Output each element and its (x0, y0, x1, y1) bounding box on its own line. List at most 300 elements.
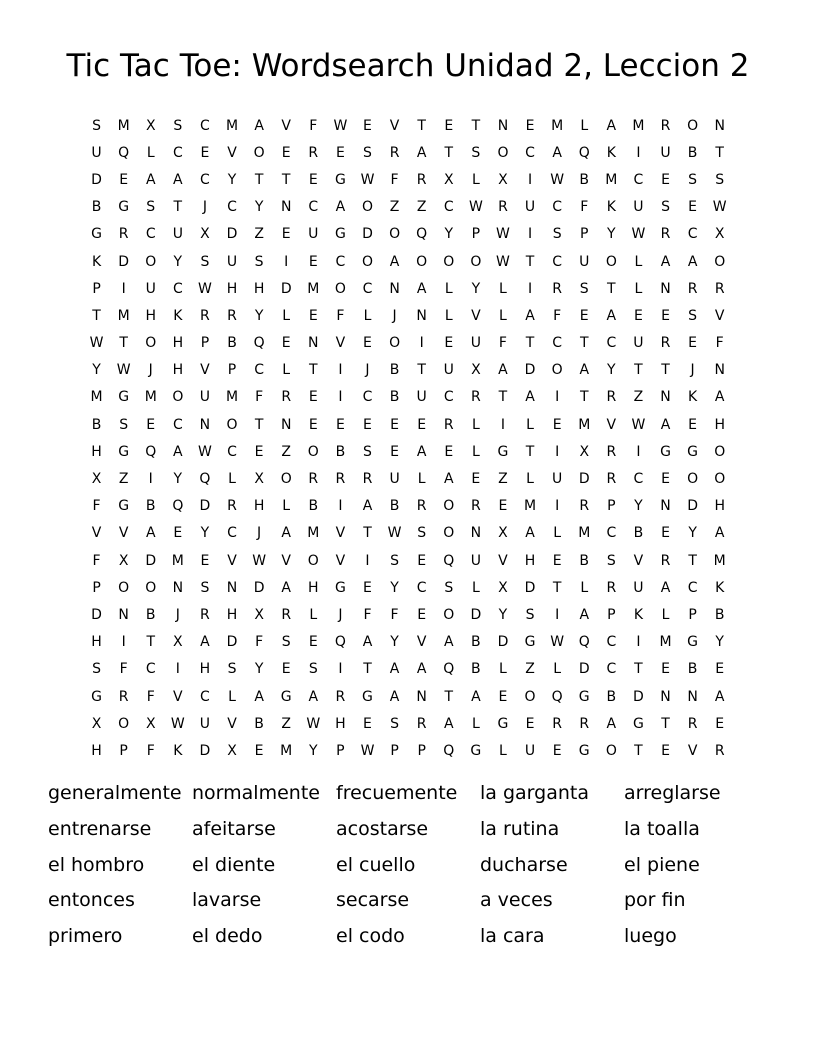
grid-cell[interactable]: E (308, 634, 318, 651)
grid-cell[interactable]: A (416, 443, 427, 460)
grid-cell[interactable]: J (148, 362, 153, 379)
grid-cell[interactable]: G (91, 226, 102, 243)
grid-cell[interactable]: Y (200, 525, 210, 542)
grid-cell[interactable]: C (552, 199, 563, 216)
grid-cell[interactable]: M (307, 280, 320, 297)
grid-cell[interactable]: E (200, 552, 210, 569)
grid-cell[interactable]: A (362, 634, 373, 651)
grid-cell[interactable]: O (253, 144, 265, 161)
grid-cell[interactable]: A (443, 471, 454, 488)
grid-cell[interactable]: Q (199, 471, 211, 488)
grid-cell[interactable]: N (199, 416, 211, 433)
grid-cell[interactable]: T (579, 335, 589, 352)
grid-cell[interactable]: X (254, 471, 264, 488)
grid-cell[interactable]: N (308, 335, 319, 352)
grid-cell[interactable]: V (498, 552, 508, 569)
grid-cell[interactable]: G (280, 688, 292, 705)
grid-cell[interactable]: F (146, 688, 155, 705)
grid-cell[interactable]: O (172, 389, 184, 406)
grid-cell[interactable]: J (175, 606, 180, 623)
grid-cell[interactable]: K (606, 144, 616, 161)
grid-cell[interactable]: I (555, 389, 560, 406)
grid-cell[interactable]: F (336, 307, 345, 324)
grid-cell[interactable]: W (631, 416, 646, 433)
grid-cell[interactable]: Q (551, 688, 563, 705)
grid-cell[interactable]: Q (578, 144, 590, 161)
grid-cell[interactable]: L (553, 525, 562, 542)
grid-cell[interactable]: R (606, 471, 617, 488)
grid-cell[interactable]: Y (607, 362, 616, 379)
grid-cell[interactable]: N (714, 362, 725, 379)
grid-cell[interactable]: Z (281, 443, 291, 460)
grid-cell[interactable]: Z (416, 199, 427, 216)
grid-cell[interactable]: D (578, 471, 590, 488)
grid-cell[interactable]: U (660, 144, 671, 161)
grid-cell[interactable]: M (578, 416, 591, 433)
grid-cell[interactable]: L (499, 742, 507, 759)
grid-cell[interactable]: U (308, 226, 319, 243)
grid-cell[interactable]: T (254, 171, 264, 188)
grid-cell[interactable]: M (90, 389, 103, 406)
grid-cell[interactable]: E (444, 117, 454, 134)
grid-cell[interactable]: G (497, 715, 509, 732)
grid-cell[interactable]: A (471, 688, 481, 705)
grid-cell[interactable]: T (634, 742, 643, 759)
grid-cell[interactable]: A (525, 525, 535, 542)
grid-cell[interactable]: O (226, 416, 238, 433)
grid-cell[interactable]: O (145, 579, 157, 596)
grid-cell[interactable]: R (335, 688, 346, 705)
grid-cell[interactable]: S (525, 606, 535, 623)
grid-cell[interactable]: G (687, 443, 699, 460)
grid-cell[interactable]: W (252, 552, 267, 569)
grid-cell[interactable]: O (280, 471, 292, 488)
grid-cell[interactable]: Z (498, 471, 508, 488)
grid-cell[interactable]: R (118, 226, 129, 243)
grid-cell[interactable]: R (470, 498, 481, 515)
grid-cell[interactable]: O (470, 253, 482, 270)
grid-cell[interactable]: I (284, 253, 289, 270)
grid-cell[interactable]: X (145, 715, 156, 732)
grid-cell[interactable]: B (714, 606, 725, 623)
grid-cell[interactable]: O (389, 335, 401, 352)
grid-cell[interactable]: R (200, 307, 210, 324)
grid-cell[interactable]: P (227, 362, 237, 379)
grid-cell[interactable]: J (365, 362, 370, 379)
grid-cell[interactable]: H (172, 362, 184, 379)
grid-cell[interactable]: X (227, 742, 237, 759)
grid-cell[interactable]: L (580, 579, 589, 596)
grid-cell[interactable]: P (119, 742, 128, 759)
grid-cell[interactable]: T (661, 715, 670, 732)
grid-cell[interactable]: F (255, 634, 264, 651)
grid-cell[interactable]: G (118, 498, 130, 515)
grid-cell[interactable]: B (579, 171, 590, 188)
grid-cell[interactable]: W (89, 335, 104, 352)
grid-cell[interactable]: U (552, 471, 563, 488)
grid-cell[interactable]: J (690, 362, 695, 379)
grid-cell[interactable]: D (524, 362, 536, 379)
grid-cell[interactable]: C (227, 199, 237, 216)
grid-cell[interactable]: R (443, 416, 454, 433)
grid-cell[interactable]: O (118, 579, 130, 596)
grid-cell[interactable]: E (552, 552, 562, 569)
grid-cell[interactable]: U (524, 742, 536, 759)
grid-cell[interactable]: C (633, 171, 644, 188)
grid-cell[interactable]: L (471, 443, 480, 460)
grid-cell[interactable]: O (307, 552, 319, 569)
grid-cell[interactable]: R (281, 606, 292, 623)
grid-cell[interactable]: K (715, 579, 725, 596)
grid-cell[interactable]: R (687, 280, 698, 297)
grid-cell[interactable]: E (417, 552, 427, 569)
grid-cell[interactable]: H (91, 443, 102, 460)
grid-cell[interactable]: C (200, 171, 210, 188)
grid-cell[interactable]: A (416, 661, 427, 678)
grid-cell[interactable]: O (605, 742, 617, 759)
grid-cell[interactable]: T (309, 362, 318, 379)
grid-cell[interactable]: B (254, 715, 264, 732)
grid-cell[interactable]: A (416, 144, 427, 161)
grid-cell[interactable]: R (118, 688, 129, 705)
grid-cell[interactable]: Y (173, 471, 183, 488)
grid-cell[interactable]: E (579, 307, 589, 324)
grid-cell[interactable]: G (334, 226, 346, 243)
grid-cell[interactable]: E (146, 416, 156, 433)
grid-cell[interactable]: Y (471, 280, 481, 297)
grid-cell[interactable]: Y (254, 661, 264, 678)
grid-cell[interactable]: E (661, 307, 670, 324)
grid-cell[interactable]: R (660, 226, 671, 243)
grid-cell[interactable]: E (390, 443, 399, 460)
grid-cell[interactable]: F (498, 335, 507, 352)
grid-cell[interactable]: L (471, 715, 480, 732)
grid-cell[interactable]: T (579, 389, 589, 406)
grid-cell[interactable]: A (606, 307, 617, 324)
grid-cell[interactable]: C (200, 117, 210, 134)
grid-cell[interactable]: C (606, 634, 617, 651)
grid-cell[interactable]: U (416, 389, 427, 406)
grid-cell[interactable]: E (661, 471, 670, 488)
grid-cell[interactable]: C (362, 389, 373, 406)
grid-cell[interactable]: A (200, 634, 210, 651)
grid-cell[interactable]: S (471, 144, 481, 161)
grid-cell[interactable]: O (714, 443, 726, 460)
grid-cell[interactable]: S (308, 661, 318, 678)
grid-cell[interactable]: S (146, 199, 156, 216)
grid-cell[interactable]: T (444, 688, 454, 705)
grid-cell[interactable]: I (148, 471, 153, 488)
grid-cell[interactable]: S (227, 661, 237, 678)
grid-cell[interactable]: L (499, 661, 507, 678)
grid-cell[interactable]: L (282, 307, 291, 324)
grid-cell[interactable]: X (714, 226, 725, 243)
grid-cell[interactable]: G (334, 171, 346, 188)
grid-cell[interactable]: M (117, 307, 130, 324)
grid-cell[interactable]: E (335, 144, 345, 161)
grid-cell[interactable]: E (661, 661, 670, 678)
grid-cell[interactable]: N (280, 199, 292, 216)
grid-cell[interactable]: Y (390, 579, 399, 596)
grid-cell[interactable]: V (227, 715, 237, 732)
grid-cell[interactable]: A (389, 253, 400, 270)
grid-cell[interactable]: D (226, 226, 238, 243)
grid-cell[interactable]: U (226, 253, 238, 270)
grid-cell[interactable]: E (363, 335, 372, 352)
grid-cell[interactable]: Z (118, 471, 129, 488)
grid-cell[interactable]: T (607, 280, 616, 297)
grid-cell[interactable]: N (470, 525, 482, 542)
grid-cell[interactable]: X (145, 117, 156, 134)
grid-cell[interactable]: R (308, 144, 319, 161)
grid-cell[interactable]: M (117, 117, 130, 134)
grid-cell[interactable]: D (253, 579, 265, 596)
grid-cell[interactable]: C (687, 579, 698, 596)
grid-cell[interactable]: C (443, 199, 454, 216)
grid-cell[interactable]: I (338, 661, 343, 678)
grid-cell[interactable]: D (578, 661, 590, 678)
grid-cell[interactable]: C (145, 226, 156, 243)
grid-cell[interactable]: T (417, 362, 426, 379)
grid-cell[interactable]: H (524, 552, 536, 569)
grid-cell[interactable]: D (362, 226, 373, 243)
grid-cell[interactable]: T (661, 362, 670, 379)
grid-cell[interactable]: I (500, 416, 506, 433)
grid-cell[interactable]: A (254, 117, 264, 134)
grid-cell[interactable]: H (145, 307, 156, 324)
grid-cell[interactable]: C (172, 144, 183, 161)
grid-cell[interactable]: S (606, 552, 616, 569)
grid-cell[interactable]: E (661, 742, 670, 759)
grid-cell[interactable]: B (471, 661, 481, 678)
grid-cell[interactable]: F (580, 199, 589, 216)
grid-cell[interactable]: E (498, 498, 508, 515)
grid-cell[interactable]: H (253, 280, 265, 297)
grid-cell[interactable]: I (636, 443, 641, 460)
grid-cell[interactable]: A (145, 171, 156, 188)
grid-cell[interactable]: A (389, 688, 400, 705)
grid-cell[interactable]: P (417, 742, 426, 759)
grid-cell[interactable]: A (498, 362, 508, 379)
grid-cell[interactable]: E (444, 443, 454, 460)
grid-cell[interactable]: Q (443, 661, 455, 678)
grid-cell[interactable]: O (334, 280, 346, 297)
grid-cell[interactable]: S (390, 715, 400, 732)
grid-cell[interactable]: S (390, 552, 400, 569)
grid-cell[interactable]: E (661, 171, 670, 188)
grid-cell[interactable]: V (714, 307, 725, 324)
grid-cell[interactable]: M (713, 552, 726, 569)
grid-cell[interactable]: V (335, 552, 346, 569)
grid-cell[interactable]: C (633, 471, 644, 488)
grid-cell[interactable]: V (173, 688, 183, 705)
grid-cell[interactable]: A (660, 579, 671, 596)
grid-cell[interactable]: C (227, 525, 237, 542)
grid-cell[interactable]: V (416, 634, 427, 651)
grid-cell[interactable]: E (417, 606, 427, 623)
grid-cell[interactable]: T (552, 579, 562, 596)
grid-cell[interactable]: F (309, 117, 318, 134)
grid-cell[interactable]: U (633, 579, 644, 596)
grid-cell[interactable]: F (553, 307, 562, 324)
grid-cell[interactable]: N (416, 688, 427, 705)
grid-cell[interactable]: E (390, 416, 399, 433)
grid-cell[interactable]: B (91, 416, 102, 433)
grid-cell[interactable]: C (552, 253, 563, 270)
grid-cell[interactable]: R (416, 171, 427, 188)
grid-cell[interactable]: P (607, 498, 616, 515)
grid-cell[interactable]: N (416, 307, 427, 324)
grid-cell[interactable]: E (281, 335, 291, 352)
grid-cell[interactable]: M (605, 171, 618, 188)
grid-cell[interactable]: Y (309, 742, 318, 759)
grid-cell[interactable]: Q (118, 144, 130, 161)
grid-cell[interactable]: E (688, 335, 698, 352)
grid-cell[interactable]: R (227, 307, 237, 324)
grid-cell[interactable]: C (362, 280, 373, 297)
grid-cell[interactable]: T (634, 362, 643, 379)
grid-cell[interactable]: Y (607, 226, 616, 243)
grid-cell[interactable]: C (525, 144, 535, 161)
grid-cell[interactable]: D (470, 606, 482, 623)
grid-cell[interactable]: H (91, 634, 102, 651)
grid-cell[interactable]: E (363, 715, 372, 732)
grid-cell[interactable]: Z (633, 389, 644, 406)
grid-cell[interactable]: W (496, 253, 510, 270)
grid-cell[interactable]: N (687, 688, 698, 705)
grid-cell[interactable]: N (389, 280, 400, 297)
grid-cell[interactable]: K (633, 606, 644, 623)
grid-cell[interactable]: Q (416, 226, 428, 243)
grid-cell[interactable]: N (714, 117, 725, 134)
grid-cell[interactable]: C (172, 280, 183, 297)
grid-cell[interactable]: X (254, 606, 264, 623)
grid-cell[interactable]: T (498, 389, 508, 406)
grid-cell[interactable]: K (91, 253, 102, 270)
grid-cell[interactable]: M (524, 498, 537, 515)
grid-cell[interactable]: R (687, 715, 698, 732)
grid-cell[interactable]: L (553, 661, 562, 678)
grid-cell[interactable]: P (92, 280, 101, 297)
grid-cell[interactable]: E (498, 688, 508, 705)
grid-cell[interactable]: K (688, 389, 698, 406)
grid-cell[interactable]: O (443, 253, 455, 270)
grid-cell[interactable]: A (606, 715, 617, 732)
grid-cell[interactable]: K (606, 199, 616, 216)
grid-cell[interactable]: D (633, 688, 644, 705)
grid-cell[interactable]: F (390, 171, 399, 188)
grid-cell[interactable]: R (660, 117, 671, 134)
grid-cell[interactable]: C (172, 416, 183, 433)
grid-cell[interactable]: Q (145, 443, 157, 460)
grid-cell[interactable]: L (634, 280, 643, 297)
grid-cell[interactable]: N (660, 389, 671, 406)
grid-cell[interactable]: V (118, 525, 129, 542)
grid-cell[interactable]: X (91, 715, 102, 732)
grid-cell[interactable]: U (199, 715, 211, 732)
grid-cell[interactable]: A (579, 606, 590, 623)
grid-cell[interactable]: R (308, 471, 319, 488)
grid-cell[interactable]: S (715, 171, 725, 188)
grid-cell[interactable]: E (281, 661, 291, 678)
grid-cell[interactable]: A (173, 443, 183, 460)
grid-cell[interactable]: Q (578, 634, 590, 651)
grid-cell[interactable]: R (281, 389, 292, 406)
grid-cell[interactable]: S (417, 525, 427, 542)
grid-cell[interactable]: L (526, 416, 534, 433)
grid-cell[interactable]: K (173, 307, 183, 324)
grid-cell[interactable]: P (92, 579, 101, 596)
grid-cell[interactable]: N (280, 416, 292, 433)
grid-cell[interactable]: R (389, 144, 400, 161)
grid-cell[interactable]: Y (634, 498, 643, 515)
grid-cell[interactable]: W (496, 226, 510, 243)
grid-cell[interactable]: F (92, 552, 101, 569)
grid-cell[interactable]: B (633, 525, 644, 542)
grid-cell[interactable]: E (525, 715, 535, 732)
grid-cell[interactable]: U (633, 335, 644, 352)
grid-cell[interactable]: K (173, 742, 183, 759)
grid-cell[interactable]: P (607, 606, 616, 623)
grid-cell[interactable]: S (363, 144, 372, 161)
grid-cell[interactable]: W (306, 715, 321, 732)
grid-cell[interactable]: S (552, 226, 562, 243)
grid-cell[interactable]: A (145, 525, 156, 542)
grid-cell[interactable]: E (119, 171, 129, 188)
grid-cell[interactable]: N (172, 579, 184, 596)
grid-cell[interactable]: B (579, 552, 590, 569)
grid-cell[interactable]: U (633, 199, 644, 216)
grid-cell[interactable]: A (308, 688, 319, 705)
grid-cell[interactable]: C (145, 661, 156, 678)
grid-cell[interactable]: W (198, 443, 212, 460)
grid-cell[interactable]: G (524, 634, 536, 651)
grid-cell[interactable]: T (92, 307, 101, 324)
grid-cell[interactable]: E (254, 742, 264, 759)
grid-cell[interactable]: G (118, 389, 130, 406)
grid-cell[interactable]: E (281, 226, 291, 243)
grid-cell[interactable]: U (443, 362, 454, 379)
grid-cell[interactable]: L (282, 362, 291, 379)
grid-cell[interactable]: Y (498, 606, 508, 623)
grid-cell[interactable]: H (335, 715, 346, 732)
grid-cell[interactable]: T (525, 443, 535, 460)
grid-cell[interactable]: L (471, 171, 480, 188)
grid-cell[interactable]: N (660, 498, 671, 515)
grid-cell[interactable]: V (633, 552, 644, 569)
grid-cell[interactable]: W (468, 199, 483, 216)
grid-cell[interactable]: I (527, 280, 533, 297)
grid-cell[interactable]: T (688, 552, 697, 569)
grid-cell[interactable]: G (118, 199, 130, 216)
grid-cell[interactable]: D (497, 634, 509, 651)
grid-cell[interactable]: L (228, 471, 236, 488)
grid-cell[interactable]: E (363, 117, 372, 134)
grid-cell[interactable]: C (606, 335, 617, 352)
grid-cell[interactable]: F (255, 389, 264, 406)
grid-cell[interactable]: A (254, 688, 264, 705)
grid-cell[interactable]: C (687, 226, 698, 243)
grid-cell[interactable]: S (688, 171, 698, 188)
grid-cell[interactable]: E (363, 579, 372, 596)
grid-cell[interactable]: S (579, 280, 589, 297)
grid-cell[interactable]: O (524, 688, 536, 705)
grid-cell[interactable]: S (661, 199, 670, 216)
grid-cell[interactable]: O (145, 253, 157, 270)
grid-cell[interactable]: L (499, 307, 507, 324)
grid-cell[interactable]: R (416, 498, 427, 515)
grid-cell[interactable]: V (335, 525, 346, 542)
